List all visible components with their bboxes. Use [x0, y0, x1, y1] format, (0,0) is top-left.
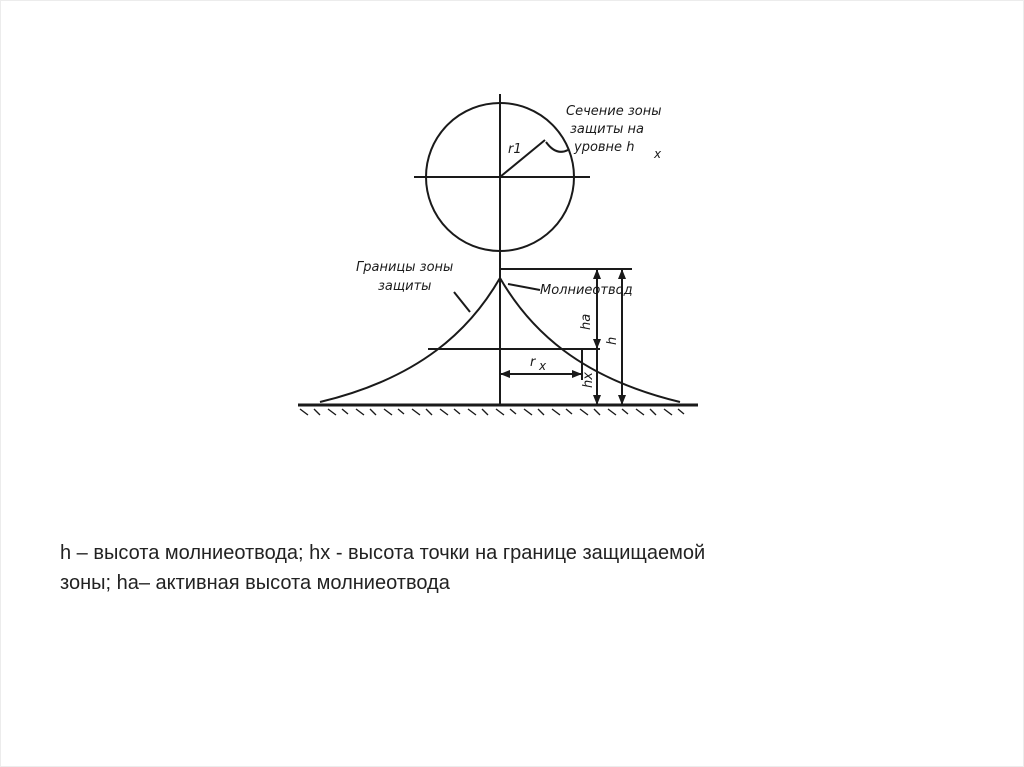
section-label-line1: Сечение зоны [566, 104, 662, 119]
hx-label: hx [581, 372, 596, 388]
radius-r1 [500, 140, 545, 177]
rx-label-subscript: x [539, 359, 547, 373]
caption [60, 538, 960, 598]
ha-label: ha [579, 313, 594, 330]
section-leader [546, 142, 568, 152]
r1-label: r1 [508, 142, 522, 157]
section-label-line2: защиты на [570, 122, 645, 137]
section-label-subscript: x [654, 147, 662, 161]
boundaries-label-line2: защиты [378, 279, 432, 294]
boundaries-leader [454, 292, 470, 312]
caption-line2: зоны; ha– активная высота молниеотвода [60, 572, 450, 594]
caption-line1: h – высота молниеотвода; hx - высота точки на границе защищаемой [60, 542, 706, 564]
ground-hatching [300, 409, 684, 415]
rod-label: Молниеотвод [540, 283, 633, 298]
ha-arrow-bottom [593, 339, 601, 349]
h-arrow-top [618, 269, 626, 279]
section-label-line3: уровне h [574, 140, 635, 155]
h-label: h [605, 336, 620, 345]
boundaries-label-line1: Границы зоны [356, 260, 454, 275]
ha-arrow-top [593, 269, 601, 279]
zone-boundary-left [320, 278, 500, 402]
rx-label: r [530, 355, 536, 370]
rod-leader [508, 284, 540, 290]
rx-arrow-left [500, 370, 510, 378]
